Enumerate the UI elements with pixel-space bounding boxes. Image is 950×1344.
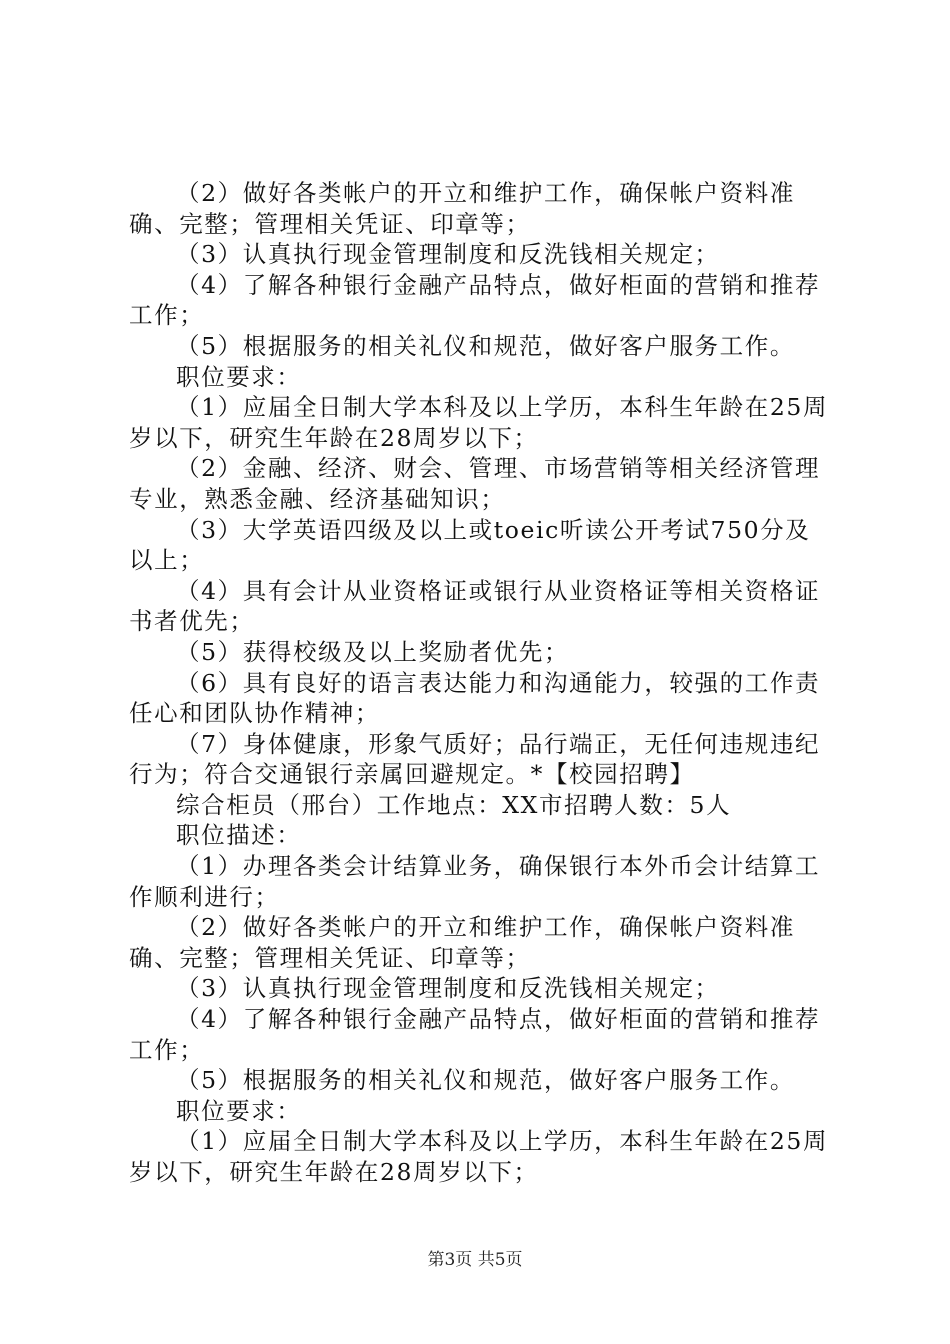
- section-heading: 综合柜员（邢台）工作地点：XX市招聘人数：5人: [176, 790, 732, 819]
- paragraph: （1）办理各类会计结算业务，确保银行本外币会计结算工作顺利进行；: [129, 852, 821, 911]
- document-body: [129, 178, 829, 1188]
- paragraph: （1）应届全日制大学本科及以上学历，本科生年龄在25周岁以下，研究生年龄在28周岁以下；: [129, 1127, 829, 1186]
- paragraph: （2）做好各类帐户的开立和维护工作，确保帐户资料准确、完整；管理相关凭证、印章等；: [129, 179, 795, 238]
- paragraph: （4）了解各种银行金融产品特点，做好柜面的营销和推荐工作；: [129, 270, 821, 330]
- paragraph: （7）身体健康，形象气质好；品行端正，无任何违规违纪行为；符合交通银行亲属回避规定。*【校园招聘】: [129, 729, 821, 789]
- section-heading: 职位要求：: [176, 362, 302, 391]
- paragraph: （1）应届全日制大学本科及以上学历，本科生年龄在25周岁以下，研究生年龄在28周岁以下；: [129, 393, 829, 452]
- paragraph: （6）具有良好的语言表达能力和沟通能力，较强的工作责任心和团队协作精神；: [129, 668, 821, 728]
- section-heading: 职位要求：: [176, 1096, 302, 1125]
- paragraph: （5）根据服务的相关礼仪和规范，做好客户服务工作。: [176, 331, 795, 360]
- paragraph: （4）了解各种银行金融产品特点，做好柜面的营销和推荐工作；: [129, 1005, 821, 1064]
- paragraph: （5）获得校级及以上奖励者优先；: [176, 637, 570, 666]
- page-footer: 第3页 共5页: [427, 1250, 523, 1270]
- paragraph: （3）大学英语四级及以上或toeic听读公开考试750分及以上；: [129, 515, 811, 575]
- paragraph: （4）具有会计从业资格证或银行从业资格证等相关资格证书者优先；: [129, 576, 821, 636]
- paragraph: （2）金融、经济、财会、管理、市场营销等相关经济管理专业，熟悉金融、经济基础知识；: [129, 454, 821, 513]
- paragraph: （5）根据服务的相关礼仪和规范，做好客户服务工作。: [176, 1066, 795, 1095]
- paragraph: （3）认真执行现金管理制度和反洗钱相关规定；: [176, 974, 720, 1003]
- section-heading: 职位描述：: [176, 821, 302, 850]
- paragraph: （2）做好各类帐户的开立和维护工作，确保帐户资料准确、完整；管理相关凭证、印章等；: [129, 913, 795, 972]
- paragraph: （3）认真执行现金管理制度和反洗钱相关规定；: [176, 240, 720, 269]
